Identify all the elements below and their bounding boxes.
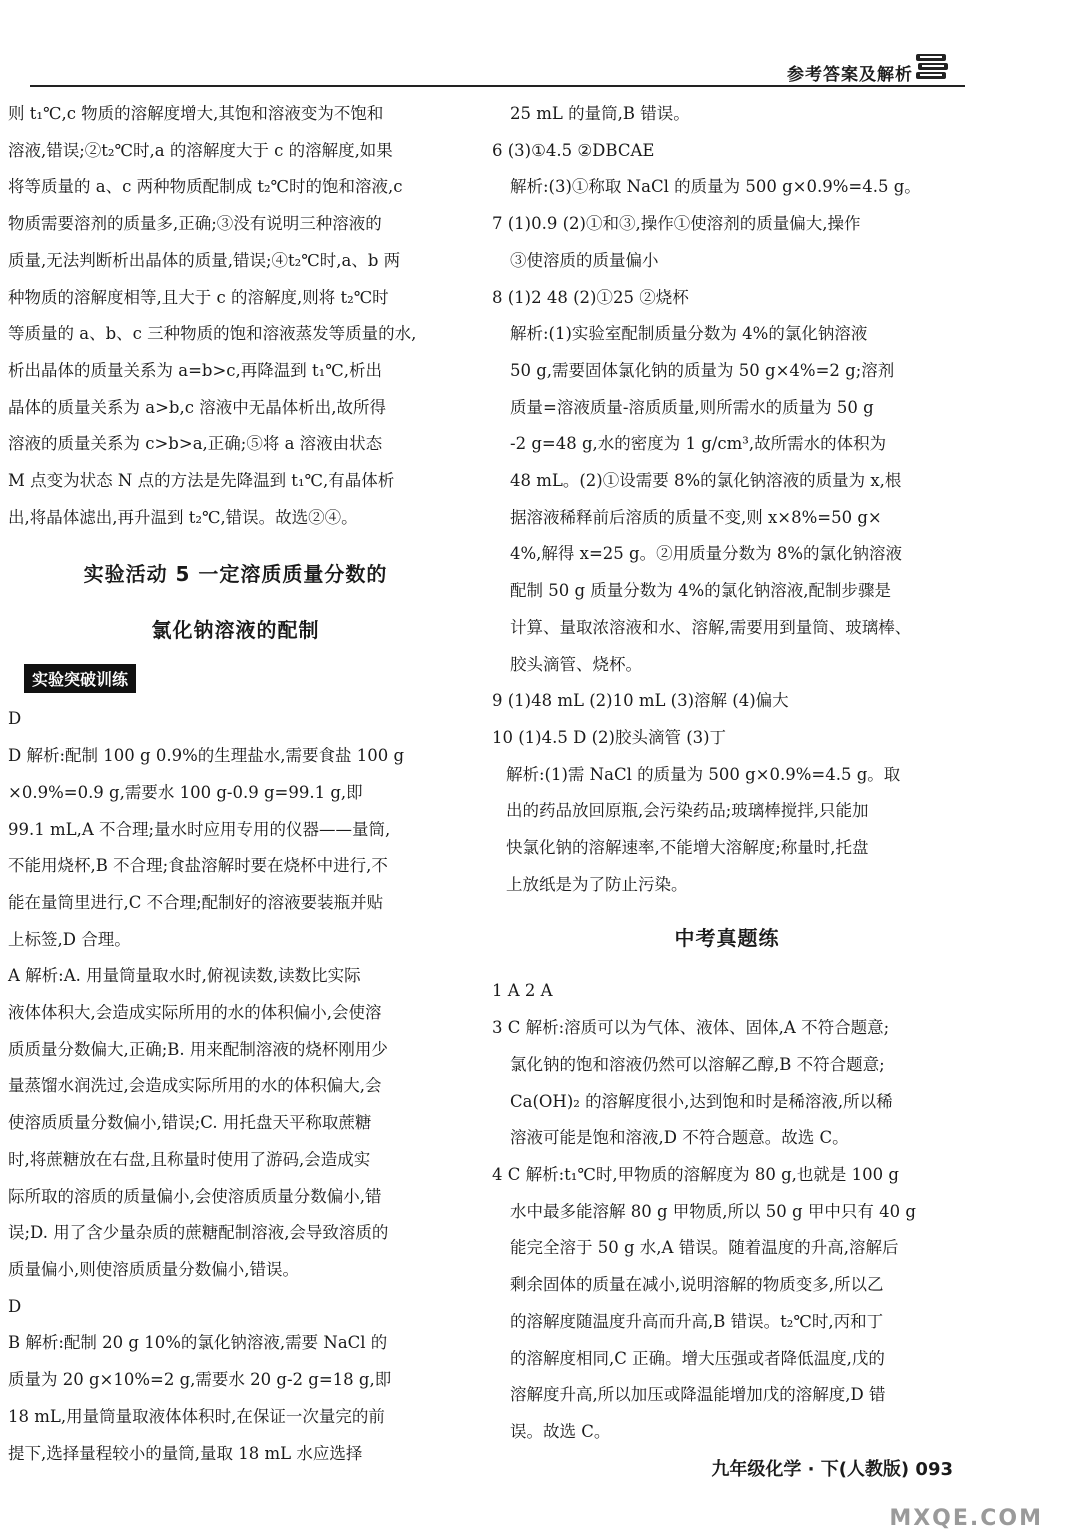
text-line: 晶体的质量关系为 a>b,c 溶液中无晶体析出,故所得 xyxy=(8,397,386,417)
answer-line: 量蒸馏水润洗过,会造成实际所用的水的体积偏大,会 xyxy=(8,1076,382,1096)
answer-line: 能在量筒里进行,C 不合理;配制好的溶液要装瓶并贴 xyxy=(8,892,384,912)
answer-line: 能完全溶于 50 g 水,A 错误。随着温度的升高,溶解后 xyxy=(510,1238,899,1258)
text-line: 析出晶体的质量关系为 a=b>c,再降温到 t₁℃,析出 xyxy=(8,360,382,380)
text-line: 将等质量的 a、c 两种物质配制成 t₂℃时的饱和溶液,c xyxy=(8,177,403,197)
explanation-line: 解析:(1)实验室配制质量分数为 4%的氯化钠溶液 xyxy=(510,324,868,344)
explanation-line: 出的药品放回原瓶,会污染药品;玻璃棒搅拌,只能加 xyxy=(506,801,869,821)
right-column xyxy=(492,96,962,1451)
answer-line: D xyxy=(8,709,22,729)
explanation-line: 50 g,需要固体氯化钠的质量为 50 g×4%=2 g;溶剂 xyxy=(510,360,895,380)
explanation-line: 胶头滴管、烧杯。 xyxy=(510,654,642,674)
book-stack-icon xyxy=(914,50,950,84)
section-subtitle: 氯化钠溶液的配制 xyxy=(151,618,320,643)
section-title: 中考真题练 xyxy=(674,926,780,951)
header-divider xyxy=(30,85,965,87)
answer-line: 剩余固体的质量在减小,说明溶解的物质变多,所以乙 xyxy=(510,1275,884,1295)
explanation-line: 解析:(1)需 NaCl 的质量为 500 g×0.9%=4.5 g。取 xyxy=(506,764,901,784)
answer-line: 质量为 20 g×10%=2 g,需要水 20 g-2 g=18 g,即 xyxy=(8,1370,392,1390)
answer-line: 9 (1)48 mL (2)10 mL (3)溶解 (4)偏大 xyxy=(492,691,789,711)
section-tag: 实验突破训练 xyxy=(24,664,136,693)
answer-line: 1 A 2 A xyxy=(492,981,553,1001)
answer-line: 99.1 mL,A 不合理;量水时应用专用的仪器——量筒, xyxy=(8,819,391,839)
text-line: M 点变为状态 N 点的方法是先降温到 t₁℃,有晶体析 xyxy=(8,471,395,491)
explanation-line: 质量=溶液质量-溶质质量,则所需水的质量为 50 g xyxy=(510,397,874,417)
answer-line: 际所取的溶质的质量偏小,会使溶质质量分数偏小,错 xyxy=(8,1186,382,1206)
answer-line: 提下,选择量程较小的量筒,量取 18 mL 水应选择 xyxy=(8,1443,363,1463)
answer-line: 时,将蔗糖放在右盘,且称量时使用了游码,会造成实 xyxy=(8,1149,371,1169)
answer-line: 3 C 解析:溶质可以为气体、液体、固体,A 不符合题意; xyxy=(492,1018,890,1038)
answer-line: 6 (3)①4.5 ②DBCAE xyxy=(492,140,655,160)
explanation-line: 计算、量取浓溶液和水、溶解,需要用到量筒、玻璃棒、 xyxy=(510,617,912,637)
answer-line: 7 (1)0.9 (2)①和③,操作①使溶剂的质量偏大,操作 xyxy=(492,214,861,234)
answer-line: 4 C 解析:t₁℃时,甲物质的溶解度为 80 g,也就是 100 g xyxy=(492,1164,899,1184)
answer-line: 的溶解度随温度升高而升高,B 错误。t₂℃时,丙和丁 xyxy=(510,1311,884,1331)
text-line: 溶液,错误;②t₂℃时,a 的溶解度大于 c 的溶解度,如果 xyxy=(8,140,393,160)
page-footer: 九年级化学 · 下(人教版) 093 xyxy=(711,1459,953,1480)
text-line: 种物质的溶解度相等,且大于 c 的溶解度,则将 t₂℃时 xyxy=(8,287,389,307)
answer-line: D 解析:配制 100 g 0.9%的生理盐水,需要食盐 100 g xyxy=(8,746,405,766)
answer-line: ③使溶质的质量偏小 xyxy=(510,250,659,270)
answer-line: 10 (1)4.5 D (2)胶头滴管 (3)丁 xyxy=(492,727,727,747)
explanation-line: 4%,解得 x=25 g。②用质量分数为 8%的氯化钠溶液 xyxy=(510,544,903,564)
explanation-line: -2 g=48 g,水的密度为 1 g/cm³,故所需水的体积为 xyxy=(510,434,887,454)
answer-line: 溶解度升高,所以加压或降温能增加戊的溶解度,D 错 xyxy=(510,1385,886,1405)
text-line: 溶液的质量关系为 c>b>a,正确;⑤将 a 溶液由状态 xyxy=(8,434,383,454)
explanation-line: 48 mL。(2)①设需要 8%的氯化钠溶液的质量为 x,根 xyxy=(510,471,902,491)
explanation-line: 据溶液稀释前后溶质的质量不变,则 x×8%=50 g× xyxy=(510,507,882,527)
answer-line: B 解析:配制 20 g 10%的氯化钠溶液,需要 NaCl 的 xyxy=(8,1333,388,1353)
answer-line: ×0.9%=0.9 g,需要水 100 g-0.9 g=99.1 g,即 xyxy=(8,782,363,802)
answer-line: 18 mL,用量筒量取液体体积时,在保证一次量完的前 xyxy=(8,1406,385,1426)
answer-line: 不能用烧杯,B 不合理;食盐溶解时要在烧杯中进行,不 xyxy=(8,856,388,876)
section-title: 实验活动 5 一定溶质质量分数的 xyxy=(83,562,388,587)
explanation-line: 快氯化钠的溶解速率,不能增大溶解度;称量时,托盘 xyxy=(506,838,869,858)
text-line: 等质量的 a、b、c 三种物质的饱和溶液蒸发等质量的水, xyxy=(8,324,417,344)
text-line: 物质需要溶剂的质量多,正确;③没有说明三种溶液的 xyxy=(8,214,382,234)
answer-line: 使溶质质量分数偏小,错误;C. 用托盘天平称取蔗糖 xyxy=(8,1113,372,1133)
watermark: MXQE.COM xyxy=(889,1506,1043,1531)
answer-line: 氯化钠的饱和溶液仍然可以溶解乙醇,B 不符合题意; xyxy=(510,1054,885,1074)
answer-line: Ca(OH)₂ 的溶解度很小,达到饱和时是稀溶液,所以稀 xyxy=(510,1091,893,1111)
text-line: 则 t₁℃,c 物质的溶解度增大,其饱和溶液变为不饱和 xyxy=(8,104,384,123)
explanation-line: 解析:(3)①称取 NaCl 的质量为 500 g×0.9%=4.5 g。 xyxy=(510,177,921,197)
left-column xyxy=(8,96,463,1472)
explanation-line: 配制 50 g 质量分数为 4%的氯化钠溶液,配制步骤是 xyxy=(510,581,891,601)
answer-line: 上标签,D 合理。 xyxy=(8,929,131,949)
text-line: 出,将晶体滤出,再升温到 t₂℃,错误。故选②④。 xyxy=(8,507,358,527)
answer-line: 的溶解度相同,C 正确。增大压强或者降低温度,戊的 xyxy=(510,1348,885,1368)
header-title: 参考答案及解析 xyxy=(787,65,913,85)
answer-line: D xyxy=(8,1296,22,1316)
answer-line: A 解析:A. 用量筒量取水时,俯视读数,读数比实际 xyxy=(8,966,361,986)
answer-line: 误。故选 C。 xyxy=(510,1421,611,1441)
text-line: 质量,无法判断析出晶体的质量,错误;④t₂℃时,a、b 两 xyxy=(8,250,401,270)
answer-line: 液体体积大,会造成实际所用的水的体积偏小,会使溶 xyxy=(8,1003,382,1023)
answer-line: 质量偏小,则使溶质质量分数偏小,错误。 xyxy=(8,1259,299,1279)
answer-line: 误;D. 用了含少量杂质的蔗糖配制溶液,会导致溶质的 xyxy=(8,1223,389,1243)
answer-line: 水中最多能溶解 80 g 甲物质,所以 50 g 甲中只有 40 g xyxy=(510,1201,916,1221)
explanation-line: 上放纸是为了防止污染。 xyxy=(506,874,688,894)
answer-line: 8 (1)2 48 (2)①25 ②烧杯 xyxy=(492,287,689,307)
answer-line: 溶液可能是饱和溶液,D 不符合题意。故选 C。 xyxy=(510,1128,849,1148)
answer-line: 质质量分数偏大,正确;B. 用来配制溶液的烧杯刚用少 xyxy=(8,1039,388,1059)
text-line: 25 mL 的量筒,B 错误。 xyxy=(510,104,690,123)
